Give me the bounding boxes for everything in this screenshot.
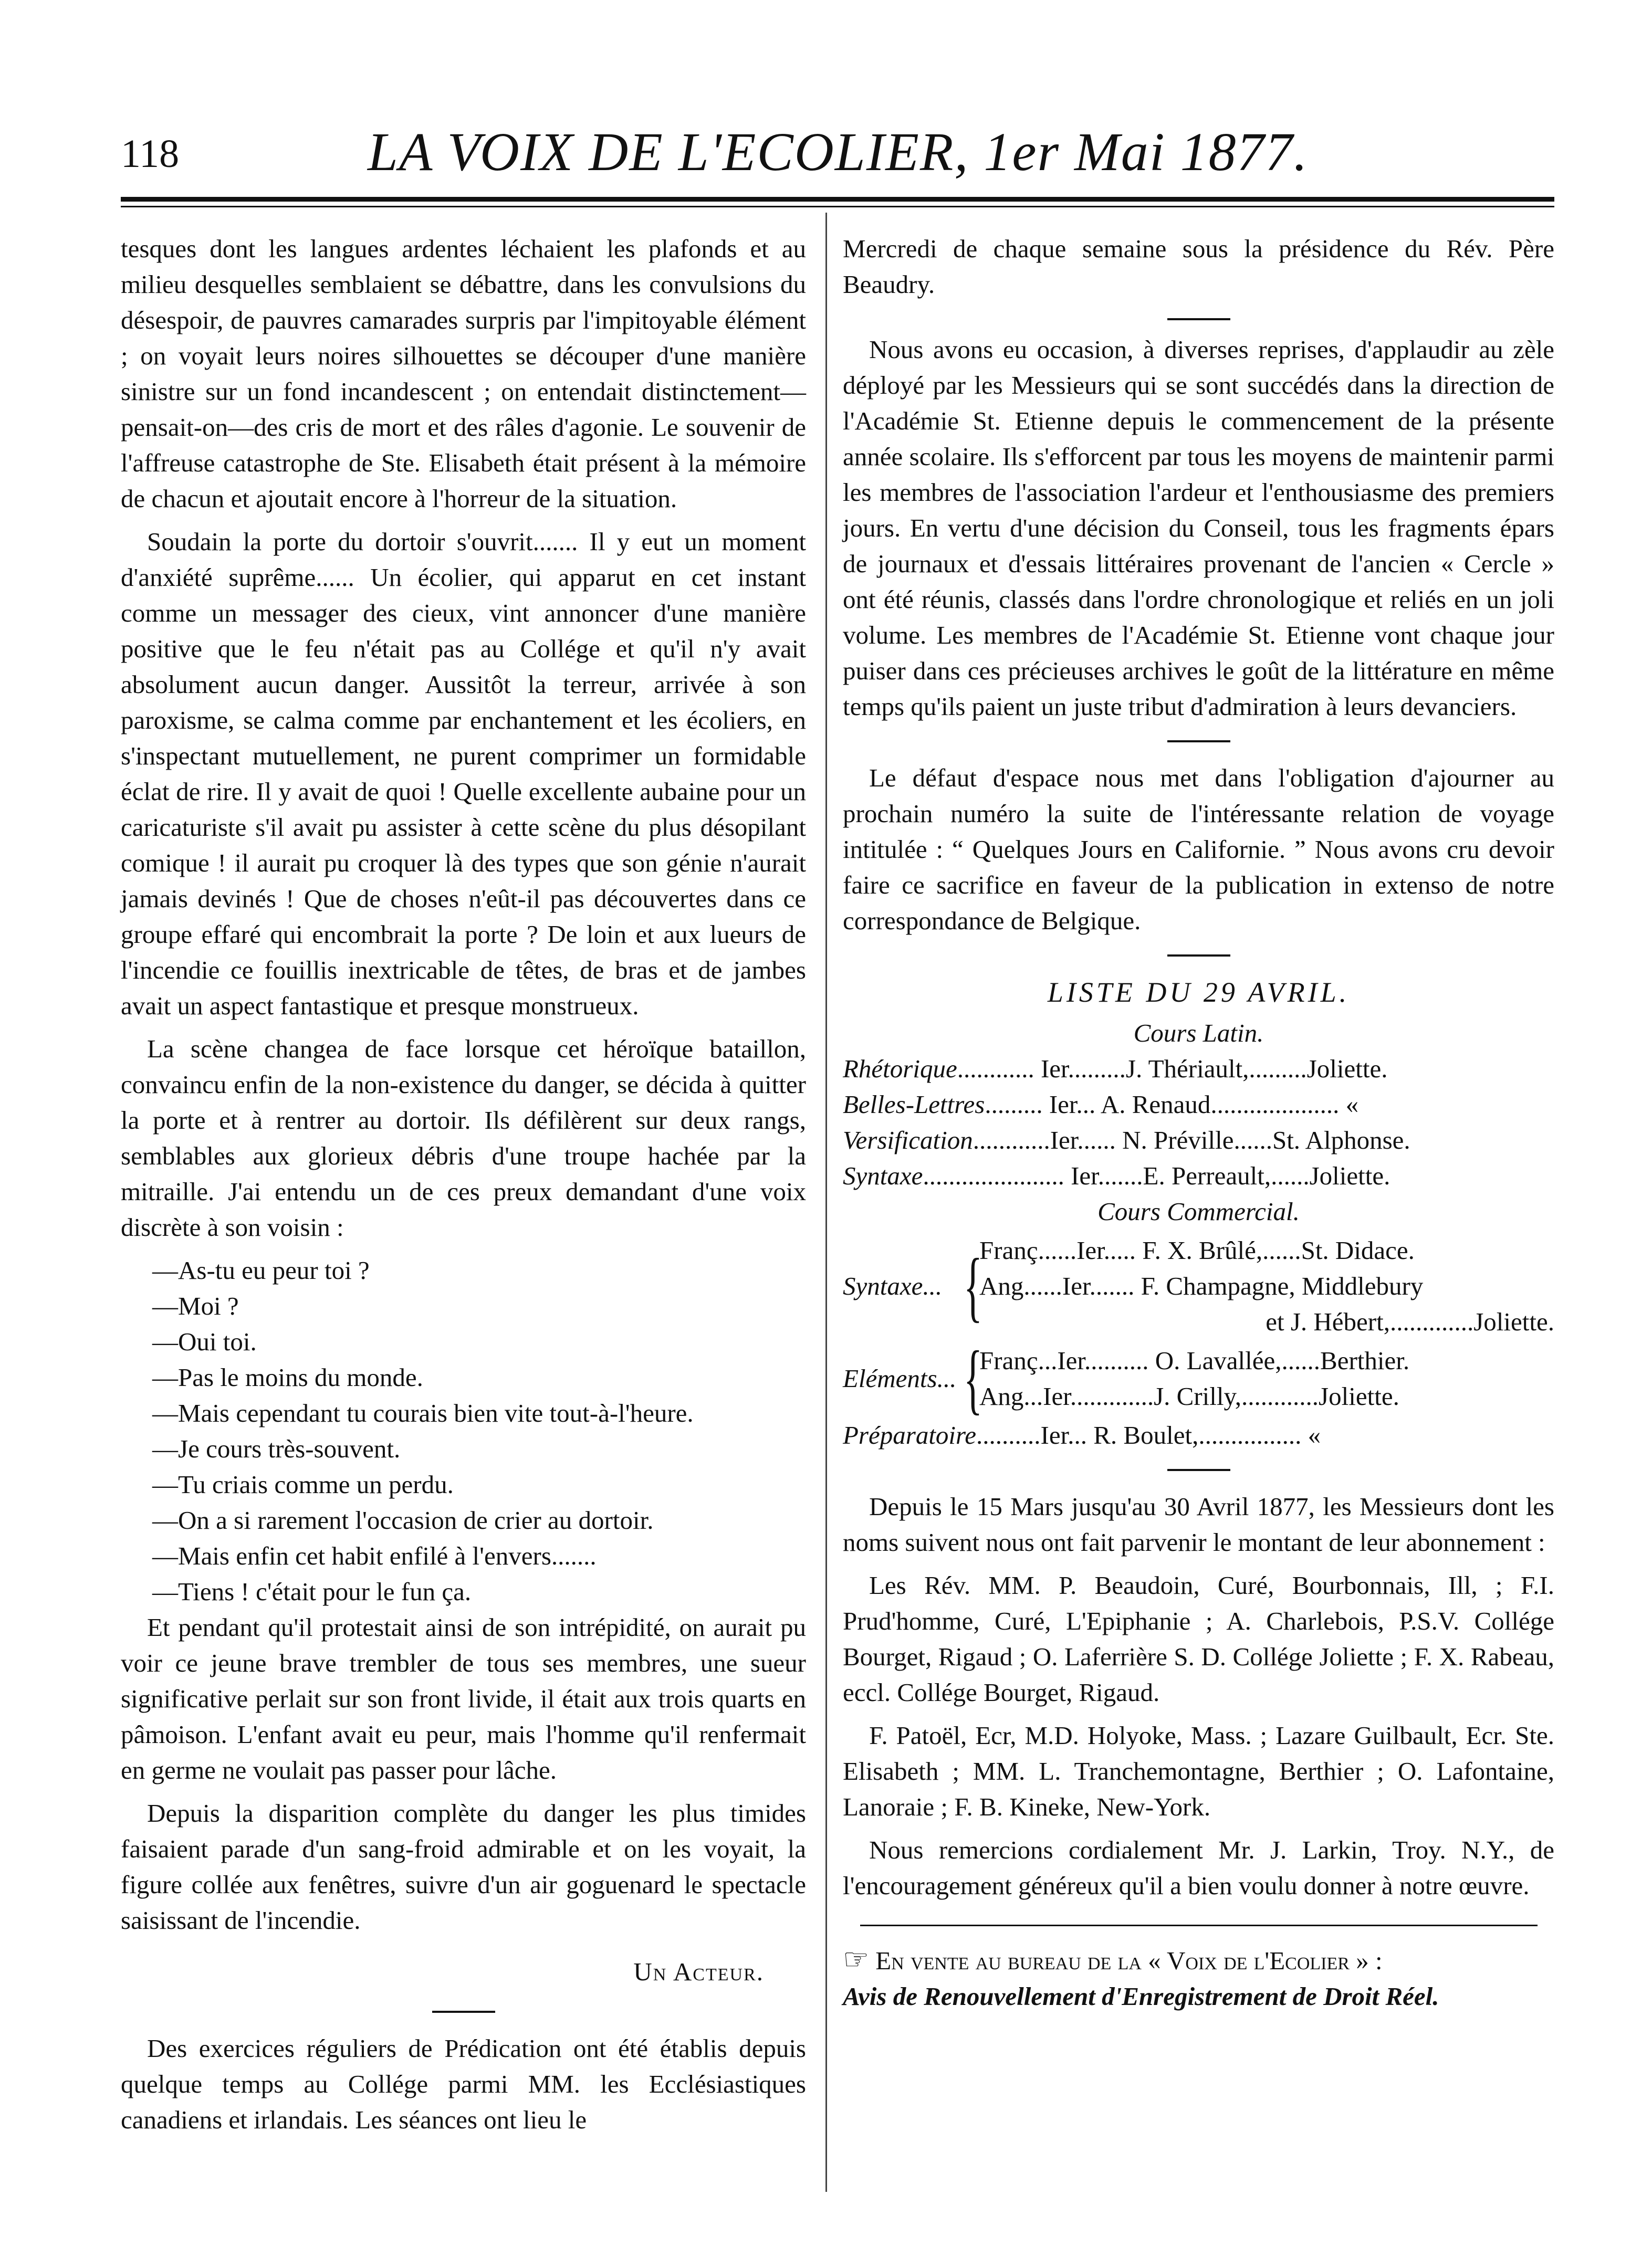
section-rule: [432, 2011, 495, 2013]
dialogue-line: —As-tu eu peur toi ?: [152, 1256, 370, 1285]
dialogue-line: —Moi ?: [152, 1292, 239, 1320]
paragraph: Depuis le 15 Mars jusqu'au 30 Avril 1877, les Messieurs dont les noms suivent nous ont fait parvenir le montant de leur abonnement :: [843, 1492, 1554, 1557]
dialogue-line: —Pas le moins du monde.: [152, 1363, 423, 1392]
list-item: Ang......Ier....... F. Champagne, Middlebury: [979, 1272, 1424, 1300]
running-title: LA VOIX DE L'ECOLIER, 1er Mai 1877.: [368, 122, 1309, 182]
page-number: 118: [121, 132, 180, 176]
advertisement: ☞ En vente au bureau de la « Voix de l'Ecolier » : Avis de Renouvellement d'Enregistrement de Droit Réel.: [843, 1942, 1554, 2014]
section-rule: [1167, 954, 1230, 957]
dialogue-line: —Oui toi.: [152, 1327, 257, 1356]
paragraph: Des exercices réguliers de Prédication ont été établis depuis quelque temps au Collége parmi MM. les Ecclésiastiques canadiens et irlandais. Les séances ont lieu le: [121, 2034, 806, 2134]
header-rule-thin: [121, 206, 1554, 207]
group-label: Syntaxe...: [843, 1272, 943, 1300]
list-item: Préparatoire..........Ier... R. Boulet,................ «: [843, 1421, 1321, 1450]
page-header: [121, 110, 1554, 200]
paragraph: Mercredi de chaque semaine sous la présidence du Rév. Père Beaudry.: [843, 234, 1554, 299]
paragraph: Nous remercions cordialement Mr. J. Larkin, Troy. N.Y., de l'encouragement généreux qu'il a bien voulu donner à notre œuvre.: [843, 1835, 1554, 1900]
right-column: [843, 231, 1554, 2014]
pointing-hand-icon: ☞: [843, 1944, 870, 1976]
paragraph: F. Patoël, Ecr, M.D. Holyoke, Mass. ; Lazare Guilbault, Ecr. Ste. Elisabeth ; MM. L. Tranchemontagne, Berthier ; O. Lafontaine, Lanoraie ; F. B. Kineke, New-York.: [843, 1721, 1554, 1821]
left-column: [121, 231, 806, 2145]
paragraph: Les Rév. MM. P. Beaudoin, Curé, Bourbonnais, Ill, ; F.I. Prud'homme, Curé, L'Epiphanie ; A. Charlebois, P.S.V. Collége Bourget, Rigaud ; O. Laferrière S. D. Collége Joliette ; F. X. Rabeau, eccl. Collége Bourget, Rigaud.: [843, 1571, 1554, 1707]
dialogue-line: —On a si rarement l'occasion de crier au dortoir.: [152, 1506, 654, 1535]
brace-icon: {: [964, 1335, 982, 1422]
dialogue-line: —Mais cependant tu courais bien vite tout-à-l'heure.: [152, 1399, 694, 1427]
group-label: Eléments...: [843, 1364, 957, 1393]
list-item: Franç......Ier..... F. X. Brûlé,......St. Didace.: [979, 1236, 1415, 1265]
paragraph: La scène changea de face lorsque cet héroïque bataillon, convaincu enfin de la non-existence du danger, se décida à quitter la porte et à rentrer au dortoir. Ils défilèrent sur deux rangs, semblables aux glorieux débris d'une troupe hachée par la mitraille. J'ai entendu un de ces preux demandant d'une voix discrète à son voisin :: [121, 1034, 806, 1242]
list-item: Franç...Ier.......... O. Lavallée,......Berthier.: [979, 1346, 1410, 1375]
dialogue-line: —Je cours très-souvent.: [152, 1434, 401, 1463]
section-rule: [1167, 318, 1230, 320]
list-item: Syntaxe...................... Ier.......E. Perreault,......Joliette.: [843, 1161, 1390, 1190]
paragraph: Soudain la porte du dortoir s'ouvrit....... Il y eut un moment d'anxiété suprême...... Un écolier, qui apparut en cet instant comme un messager des cieux, vint annoncer d'une manière positive que le feu n'était pas au Collége et qu'il n'y avait absolument aucun danger. Aussitôt la terreur, arrivée à son paroxisme, se calma comme par enchantement et les écoliers, en s'inspectant mutuellement, ne purent comprimer un formidable éclat de rire. Il y avait de quoi ! Quelle excellente aubaine pour un caricaturiste s'il avait pu assister à cette scène du plus désopilant comique ! il aurait pu croquer là des types que son génie n'aurait jamais devinés ! Que de choses n'eût-il pas découvertes dans ce groupe effaré qui encombrait la porte ? De loin et aux lueurs de l'incendie ce fouillis inextricable de têtes, de bras et de jambes avait un aspect fantastique et presque monstrueux.: [121, 527, 806, 1020]
elements-group: [843, 1335, 1554, 1422]
header-rule-thick: [121, 197, 1554, 202]
dialogue-line: —Tu criais comme un perdu.: [152, 1470, 454, 1499]
brace-icon: {: [964, 1243, 982, 1330]
subheading-cours-commercial: Cours Commercial.: [1097, 1197, 1300, 1226]
paragraph: Depuis la disparition complète du danger les plus timides faisaient parade d'un sang-froid admirable et on les voyait, la figure collée aux fenêtres, suivre d'un air goguenard le spectacle saisissant de l'incendie.: [121, 1799, 806, 1935]
list-item: Ang...Ier.............J. Crilly,............Joliette.: [979, 1382, 1399, 1411]
ad-title: Avis de Renouvellement d'Enregistrement de Droit Réel.: [843, 1982, 1439, 2011]
dialogue-line: —Tiens ! c'était pour le fun ça.: [152, 1577, 472, 1606]
dialogue: [121, 1253, 806, 1610]
latin-list: [843, 1051, 1554, 1194]
list-item: Belles-Lettres......... Ier... A. Renaud.................... «: [843, 1090, 1359, 1119]
section-rule: [1167, 1469, 1230, 1471]
paragraph: tesques dont les langues ardentes léchaient les plafonds et au milieu desquelles semblaient se débattre, dans les convulsions du désespoir, de pauvres camarades surpris par l'impitoyable élément ; on voyait leurs noires silhouettes se découper d'une manière sinistre sur un fond incandescent ; on entendait distinctement—pensait-on—des cris de mort et des râles d'agonie. Le souvenir de l'affreuse catastrophe de Ste. Elisabeth était présent à la mémoire de chacun et ajoutait encore à l'horreur de la situation.: [121, 234, 806, 513]
section-rule: [860, 1925, 1538, 1926]
column-divider: [825, 213, 827, 2192]
paragraph: Le défaut d'espace nous met dans l'obligation d'ajourner au prochain numéro la suite de l'intéressante relation de voyage intitulée : “ Quelques Jours en Californie. ” Nous avons cru devoir faire ce sacrifice en faveur de la publication in extenso de notre correspondance de Belgique.: [843, 763, 1554, 935]
list-item: et J. Hébert,.............Joliette.: [1266, 1307, 1554, 1336]
list-item: Versification............Ier...... N. Préville......St. Alphonse.: [843, 1126, 1410, 1154]
paragraph: Nous avons eu occasion, à diverses reprises, d'applaudir au zèle déployé par les Messieurs qui se sont succédés dans la direction de l'Académie St. Etienne depuis le commencement de la présente année scolaire. Ils s'efforcent par tous les moyens de maintenir parmi les membres de l'association l'ardeur et l'enthousiasme des premiers jours. En vertu d'une décision du Conseil, tous les fragments épars de journaux et d'essais littéraires provenant de l'ancien « Cercle » ont été réunis, classés dans l'ordre chronologique et reliés en un joli volume. Les membres de l'Académie St. Etienne vont chaque jour puiser dans ces précieuses archives le goût de la littérature en même temps qu'ils paient un juste tribut d'admiration à leurs devanciers.: [843, 335, 1554, 721]
list-title: LISTE DU 29 AVRIL.: [1047, 976, 1350, 1008]
section-rule: [1167, 740, 1230, 742]
dialogue-line: —Mais enfin cet habit enfilé à l'envers.......: [152, 1541, 597, 1570]
paragraph: Et pendant qu'il protestait ainsi de son intrépidité, on aurait pu voir ce jeune brave trembler de tous ses membres, une sueur significative perlait sur son front livide, il était aux trois quarts en pâmoison. L'enfant avait eu peur, mais l'homme qu'il renfermait en germe ne voulait pas passer pour lâche.: [121, 1613, 806, 1784]
subheading-cours-latin: Cours Latin.: [1133, 1018, 1264, 1047]
list-item: Rhétorique............ Ier.........J. Thériault,.........Joliette.: [843, 1054, 1388, 1083]
syntaxe-group: [843, 1233, 1554, 1340]
signature: Un Acteur.: [633, 1957, 764, 1986]
